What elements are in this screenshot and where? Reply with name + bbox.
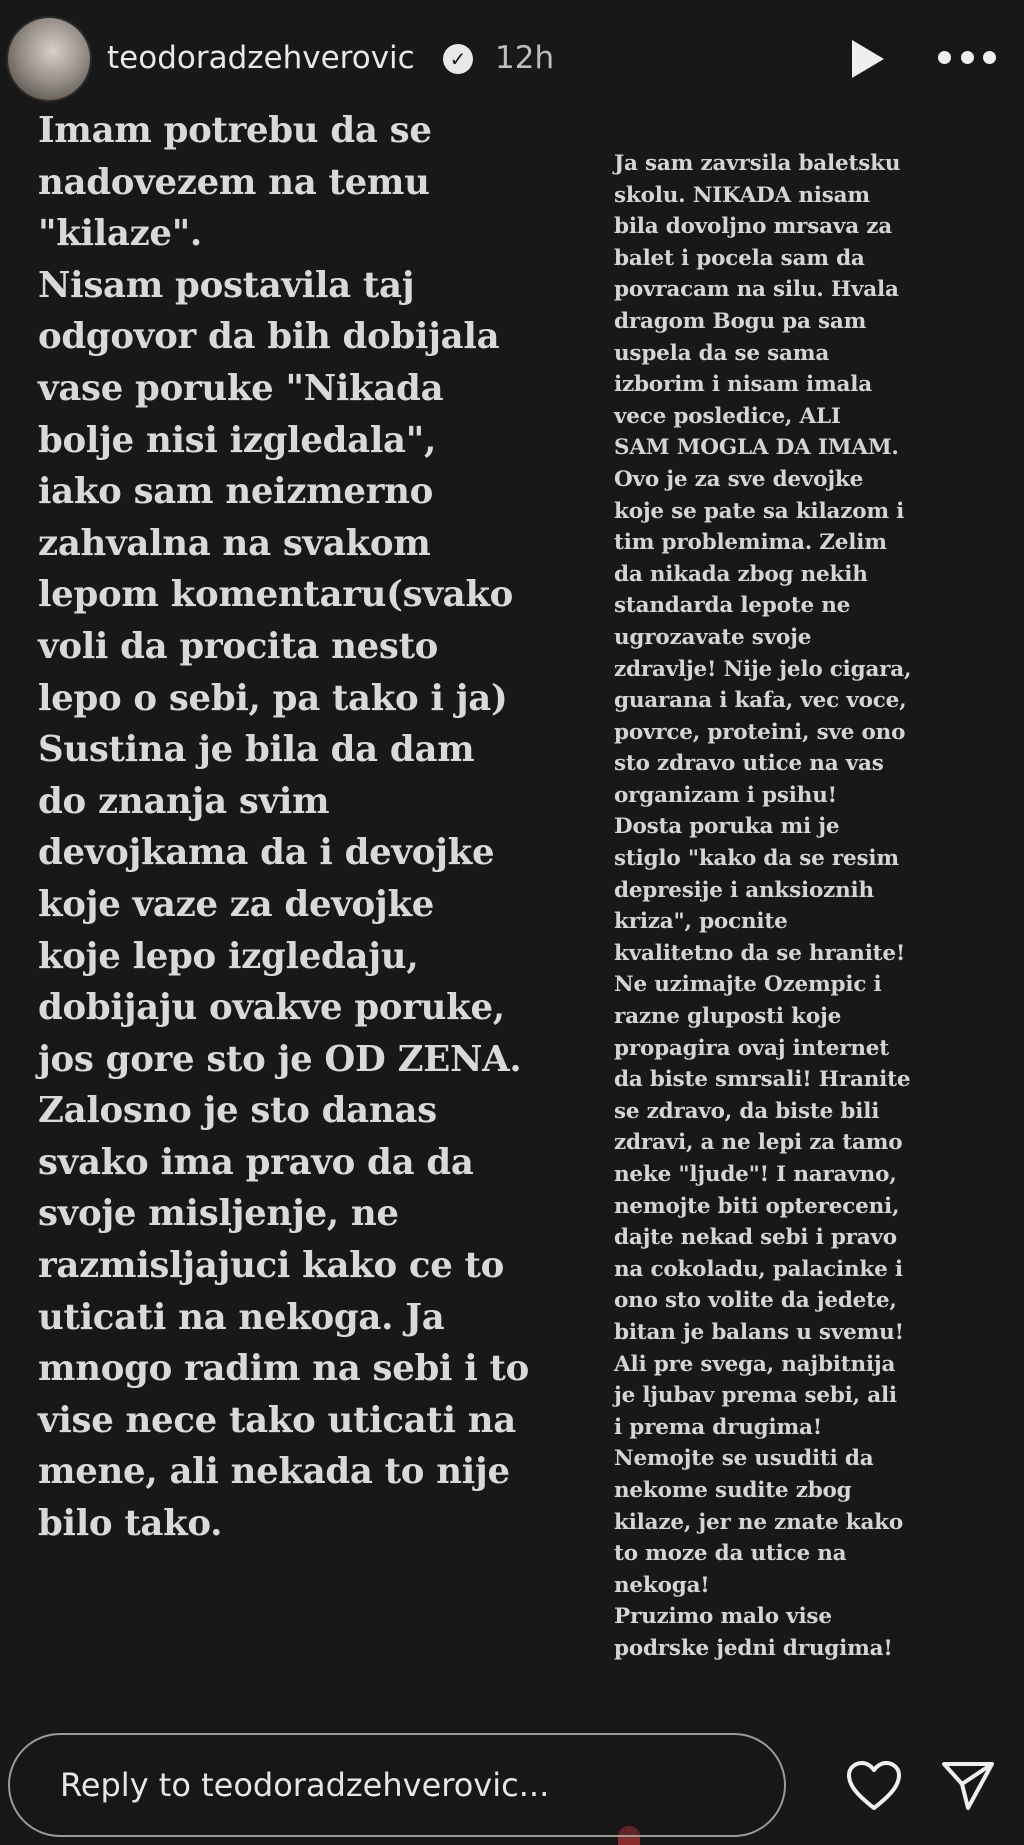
post-time: 12h — [495, 40, 555, 76]
reply-input[interactable] — [8, 1733, 786, 1837]
story-text-right: Ja sam zavrsila baletsku skolu. NIKADA nisam bila dovoljno mrsava za balet i pocela sam da povracam na silu. Hvala dragom Bogu pa sam uspela da se sama izborim i nisam imala vece posledice, ALI SAM MOGLA DA IMAM. Ovo je za sve devojke koje se pate sa kilazom i tim problemima. Zelim da nikada zbog nekih standarda lepote ne ugrozavate svoje zdravlje! Nije jelo cigara, guarana i kafa, vec voce, povrce, proteini, sve ono sto zdravo utice na vas organizam i psihu! Dosta poruka mi je stiglo "kako da se resim depresije i anksioznih kriza", pocnite kvalitetno da se hranite! Ne uzimajte Ozempic i razne gluposti koje propagira ovaj internet da biste smrsali! Hranite se zdravo, da biste bili zdravi, a ne lepi za tamo neke "ljude"! I naravno, nemojte biti optereceni, dajte nekad sebi i pravo na cokoladu, palacinke i ono sto volite da jedete, bitan je balans u svemu! Ali pre svega, najbitnija je ljubav prema sebi, ali i prema drugima! Nemojte se usuditi da nekome sudite zbog kilaze, jer ne znate kako to moze da utice na nekoga! Pruzimo malo vise podrske jedni drugima! — [614, 151, 912, 1661]
verified-badge-icon: ✓ — [443, 44, 473, 74]
play-icon[interactable] — [852, 40, 884, 78]
username[interactable]: teodoradzehverovic — [107, 40, 415, 76]
reply-placeholder: Reply to teodoradzehverovic... — [60, 1766, 550, 1804]
more-options-icon[interactable] — [938, 44, 996, 70]
heart-icon[interactable] — [846, 1760, 902, 1812]
story-text-left: Imam potrebu da se nadovezem na temu "kilaze". Nisam postavila taj odgovor da bih dobijala vase poruke "Nikada bolje nisi izgledala", iako sam neizmerno zahvalna na svakom lepom komentaru(svako voli da procita nesto lepo o sebi, pa tako i ja) Sustina je bila da dam do znanja svim devojkama da i devojke koje vaze za devojke koje lepo izgledaju, dobijaju ovakve poruke, jos gore sto je OD ZENA. Zalosno je sto danas svako ima pravo da da svoje misljenje, ne razmisljajuci kako ce to uticati na nekoga. Ja mnogo radim na sebi i to vise nece tako uticati na mene, ali nekada to nije bilo tako. — [38, 110, 529, 1545]
avatar[interactable] — [6, 16, 92, 102]
send-icon[interactable] — [940, 1760, 996, 1812]
story-header — [0, 0, 1024, 110]
